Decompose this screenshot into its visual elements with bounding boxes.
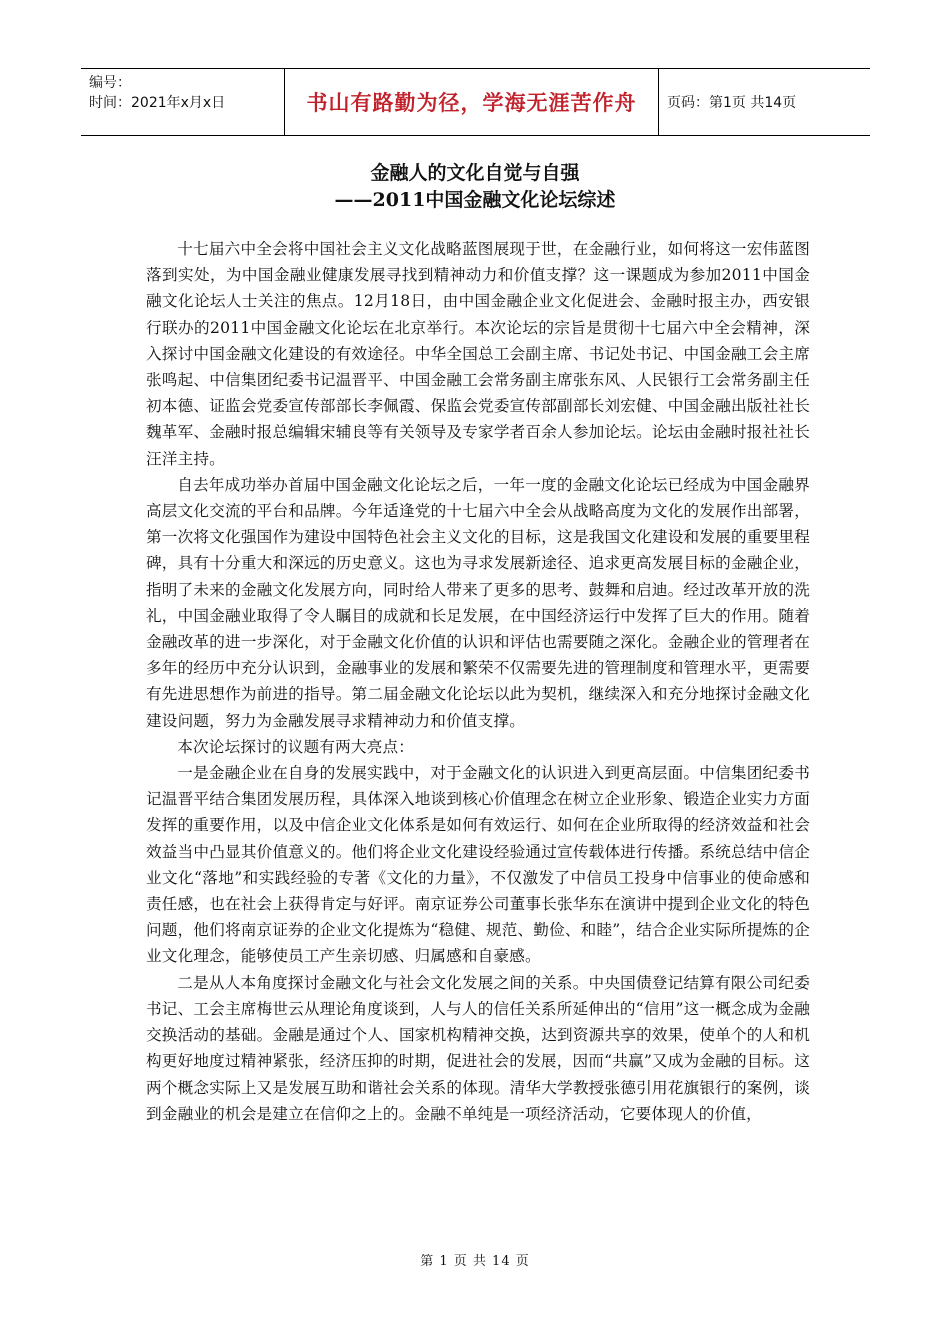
page-footer <box>0 1250 950 1269</box>
header-page-info <box>659 69 870 135</box>
footer-page-number: 第 1 页 共 14 页 <box>420 1254 530 1269</box>
header-motto <box>285 69 659 135</box>
document-subtitle: ——2011中国金融文化论坛综述 <box>334 189 616 211</box>
document-title: 金融人的文化自觉与自强 <box>370 162 580 184</box>
document-header <box>81 68 870 136</box>
motto-text: 书山有路勤为径，学海无涯苦作舟 <box>306 91 637 115</box>
paragraph: 一是金融企业在自身的发展实践中，对于金融文化的认识进入到更高层面。中信集团纪委书记温晋平结合集团发展历程，具体深入地谈到核心价值理念在树立企业形象、锻造企业实力方面发挥的重要作用，以及中信企业文化体系是如何有效运行、如何在企业所取得的经济效益和社会效益当中凸显其价值意义的。他们将企业文化建设经验通过宣传载体进行传播。系统总结中信企业文化“落地”和实践经验的专著《文化的力量》，不仅激发了中信员工投身中信事业的使命感和责任感，也在社会上获得肯定与好评。南京证券公司董事长张华东在演讲中提到企业文化的特色问题，他们将南京证券的企业文化提炼为“稳健、规范、勤俭、和睦”，结合企业实际所提炼的企业文化理念，能够使员工产生亲切感、归属感和自豪感。 <box>146 764 810 966</box>
paragraph: 本次论坛探讨的议题有两大亮点： <box>177 737 415 756</box>
paragraph: 二是从人本角度探讨金融文化与社会文化发展之间的关系。中央国债登记结算有限公司纪委书记、工会主席梅世云从理论角度谈到，人与人的信任关系所延伸出的“信用”这一概念成为金融交换活动的基础。金融是通过个人、国家机构精神交换，达到资源共享的效果，使单个的人和机构更好地度过精神紧张，经济压抑的时期，促进社会的发展，因而“共赢”又成为金融的目标。这两个概念实际上又是发展互助和谐社会关系的体现。清华大学教授张德引用花旗银行的案例，谈到金融业的机会是建立在信仰之上的。金融不单纯是一项经济活动，它要体现人的价值， <box>146 973 810 1123</box>
paragraph: 自去年成功举办首届中国金融文化论坛之后，一年一度的金融文化论坛已经成为中国金融界高层文化交流的平台和品牌。今年适逢党的十七届六中全会从战略高度为文化的发展作出部署，第一次将文化强国作为建设中国特色社会主义文化的目标，这是我国文化建设和发展的重要里程碑，具有十分重大和深远的历史意义。这也为寻求发展新途径、追求更高发展目标的金融企业，指明了未来的金融文化发展方向，同时给人带来了更多的思考、鼓舞和启迪。经过改革开放的洗礼，中国金融业取得了令人瞩目的成就和长足发展，在中国经济运行中发挥了巨大的作用。随着金融改革的进一步深化，对于金融文化价值的认识和评估也需要随之深化。金融企业的管理者在多年的经历中充分认识到，金融事业的发展和繁荣不仅需要先进的管理制度和管理水平，更需要有先进思想作为前进的指导。第二届金融文化论坛以此为契机，继续深入和充分地探讨金融文化建设问题，努力为金融发展寻求精神动力和价值支撑。 <box>146 475 810 730</box>
number-label: 编号： <box>89 75 131 91</box>
page-info-text: 页码：第1页 共14页 <box>667 95 797 111</box>
title-block <box>0 160 950 214</box>
header-meta <box>81 69 285 135</box>
document-body <box>146 236 810 1127</box>
paragraph: 十七届六中全会将中国社会主义文化战略蓝图展现于世，在金融行业，如何将这一宏伟蓝图落到实处，为中国金融业健康发展寻找到精神动力和价值支撑？这一课题成为参加2011中国金融文化论坛人士关注的焦点。12月18日，由中国金融企业文化促进会、金融时报主办，西安银行联办的2011中国金融文化论坛在北京举行。本次论坛的宗旨是贯彻十七届六中全会精神，深入探讨中国金融文化建设的有效途径。中华全国总工会副主席、书记处书记、中国金融工会主席张鸣起、中信集团纪委书记温晋平、中国金融工会常务副主席张东风、人民银行工会常务副主任初本德、证监会党委宣传部部长李佩霞、保监会党委宣传部副部长刘宏健、中国金融出版社社长魏革军、金融时报总编辑宋辅良等有关领导及专家学者百余人参加论坛。论坛由金融时报社社长汪洋主持。 <box>146 240 810 468</box>
date-label: 时间：2021年x月x日 <box>89 95 226 111</box>
